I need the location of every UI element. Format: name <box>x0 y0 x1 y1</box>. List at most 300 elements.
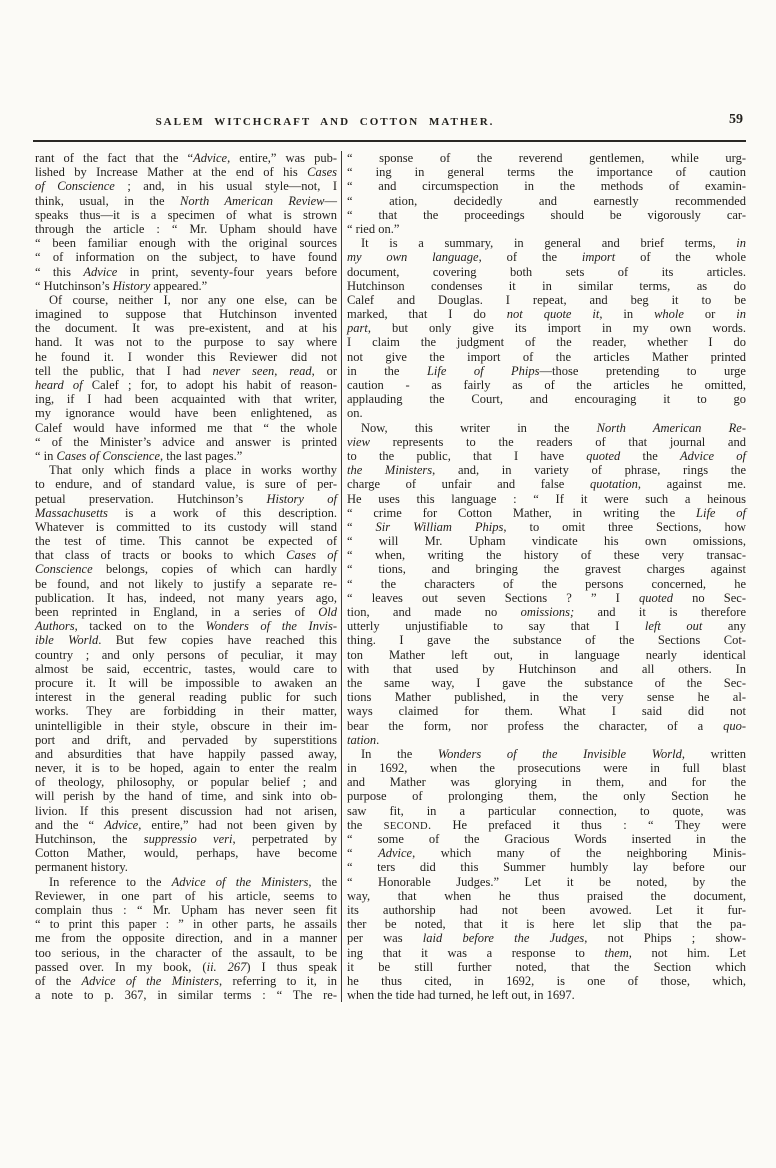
body-text: imagined to suppose that Hutchinson invented <box>35 307 337 322</box>
text-line <box>347 477 746 491</box>
body-text: tions Mather published, in the very sense he al- <box>347 690 746 705</box>
body-text: , perpetrated by <box>232 832 337 846</box>
italic-text: Life of Phips <box>426 363 540 378</box>
text-line <box>35 435 337 449</box>
header-rule <box>33 140 746 142</box>
body-text: rant of the fact that the “ <box>35 151 194 165</box>
text-line <box>35 789 337 803</box>
body-text: he thus cited, in 1692, is one of those, which, <box>347 973 746 988</box>
text-line <box>347 662 746 676</box>
italic-text: North American Re- <box>596 420 746 435</box>
text-line <box>35 818 337 832</box>
italic-text: tation <box>347 732 377 747</box>
italic-text: ible World <box>35 633 99 648</box>
body-text: in print, seventy-four years before <box>117 264 337 279</box>
body-text: not give the import of the articles Mather printed <box>347 349 746 364</box>
body-text: never, it is to be hoped, again to enter the realm <box>35 761 337 776</box>
text-line <box>35 350 337 364</box>
text-line <box>347 463 746 477</box>
text-line <box>347 421 746 435</box>
body-text: “ been familiar enough with the original sources <box>35 236 337 251</box>
body-text: marked, that I do <box>347 307 507 322</box>
text-line <box>347 562 746 576</box>
italic-text: Old <box>318 605 337 619</box>
text-line <box>347 733 746 747</box>
text-line <box>35 548 337 562</box>
text-line <box>35 804 337 818</box>
body-text: “ <box>347 519 376 534</box>
text-line <box>347 605 746 619</box>
text-line <box>35 392 337 406</box>
body-text: “ and circumspection in the methods of examin- <box>347 179 746 194</box>
body-text: “ when, writing the history of these very transac- <box>347 548 746 563</box>
text-line <box>347 804 746 818</box>
text-line <box>35 236 337 250</box>
body-text: charge of unfair and false <box>347 477 590 492</box>
body-text: the document. It was pre-existent, and at his <box>35 321 337 336</box>
italic-text: import <box>581 250 616 265</box>
italic-text: of Conscience <box>35 179 115 194</box>
body-text: — <box>324 193 337 208</box>
text-line <box>347 350 746 364</box>
body-text: “ ation, decidedly and earnestly recommended <box>347 193 746 208</box>
italic-text: Advice <box>104 817 139 832</box>
text-line <box>347 236 746 250</box>
body-text: to the public, that I have <box>347 448 587 463</box>
body-text: permanent history. <box>35 860 128 875</box>
italic-text: in <box>736 236 746 251</box>
body-text: In reference to the <box>49 874 172 889</box>
text-line <box>347 917 746 931</box>
text-line <box>347 633 746 647</box>
text-line <box>35 520 337 534</box>
text-line <box>347 321 746 335</box>
body-text: procure it. It will be impossible to awaken an <box>35 675 337 690</box>
body-text: works. They are forbidding in their matter, <box>35 704 337 719</box>
italic-text: part <box>347 321 368 336</box>
italic-text: Sir William Phips <box>375 519 504 534</box>
italic-text: my own language <box>347 250 479 265</box>
text-line <box>35 492 337 506</box>
body-text: be found, and not likely to justify a separate re- <box>35 576 337 591</box>
italic-text: Advice <box>193 151 228 165</box>
body-text: appeared.” <box>150 278 208 293</box>
body-text: been reprinted in England, in a series of <box>35 605 319 619</box>
body-text: he found it. I wonder this Reviewer did not <box>35 349 337 364</box>
text-line <box>35 619 337 633</box>
body-text: , and, in variety of phrase, rings the <box>432 463 746 478</box>
italic-text: not quote it <box>506 307 600 322</box>
body-text: ways claimed for them. What I said did not <box>347 704 746 719</box>
italic-text: laid before the Judges <box>422 931 585 946</box>
body-text: , but only give its import in my own words. <box>367 321 746 336</box>
text-line <box>347 591 746 605</box>
text-line <box>35 265 337 279</box>
body-text: Calef would have informed me that “ the whole <box>35 420 337 435</box>
body-text: “ crime for Cotton Mather, in writing the <box>347 505 697 520</box>
body-text: , written <box>681 746 746 761</box>
text-line <box>35 179 337 193</box>
text-line <box>347 548 746 562</box>
body-text: its authorship had not been avowed. Let it fur- <box>347 902 746 917</box>
body-text: me from the opposite direction, and in a manner <box>35 931 337 946</box>
text-line <box>347 846 746 860</box>
body-text: will perish by the hand of time, and sink into ob- <box>35 789 337 804</box>
body-text: That only which finds a place in works worthy <box>49 463 337 478</box>
text-line <box>347 889 746 903</box>
text-line <box>347 222 746 236</box>
body-text: in 1692, when the prosecutions were in full blast <box>347 761 746 776</box>
italic-text: Authors <box>35 619 75 634</box>
text-line <box>35 151 337 165</box>
text-line <box>347 392 746 406</box>
text-line <box>35 931 337 945</box>
italic-text: suppressio veri <box>143 832 233 846</box>
text-line <box>35 676 337 690</box>
italic-text: read <box>289 363 312 378</box>
body-text: Of course, neither I, nor any one else, can be <box>49 292 337 307</box>
body-text: and the “ <box>35 817 105 832</box>
text-line <box>347 875 746 889</box>
body-text: Now, this writer in the <box>361 420 597 435</box>
body-text: petual preservation. Hutchinson’s <box>35 491 267 506</box>
text-line <box>35 591 337 605</box>
text-line <box>347 818 746 832</box>
body-text: on. <box>347 406 363 421</box>
italic-text: quotation <box>589 477 638 492</box>
italic-text: History of <box>266 491 337 506</box>
text-line <box>35 889 337 903</box>
text-columns <box>35 151 746 1002</box>
body-text: , against me. <box>637 477 746 492</box>
body-text: “ Hutchinson’s <box>35 278 113 293</box>
body-text: applauding the Court, and encouraging it to go <box>347 392 746 407</box>
left-column <box>35 151 337 1002</box>
body-text: bear the form, nor profess the character, of a <box>347 718 724 733</box>
body-text: represents to the readers of that journal and <box>369 434 746 449</box>
body-text: to endure, and of standard value, is sure of per- <box>35 477 337 492</box>
body-text: that class of tracts or books to which <box>35 548 287 563</box>
text-line <box>347 449 746 463</box>
body-text: “ sponse of the reverend gentlemen, while urg- <box>347 151 746 165</box>
body-text: belongs, copies of which can hardly <box>92 562 337 577</box>
text-line <box>347 946 746 960</box>
body-text: In the <box>361 746 438 761</box>
italic-text: History <box>112 278 151 293</box>
body-text: it be still further noted, that the Section which <box>347 959 746 974</box>
body-text: , the <box>308 874 337 889</box>
body-text: the same way, I gave the substance of the Sec- <box>347 675 746 690</box>
body-text: “ leaves out seven Sections ? ” I <box>347 590 639 605</box>
body-text: He uses this language : “ If it were such a heinous <box>347 491 746 506</box>
text-line <box>347 307 746 321</box>
text-line <box>347 151 746 165</box>
text-line <box>347 577 746 591</box>
text-line <box>347 960 746 974</box>
body-text: , entire,” was pub- <box>227 151 338 165</box>
body-text: lished by Increase Mather at the end of his <box>35 165 308 180</box>
body-text: and Mather was glorying in them, and for the <box>347 775 746 790</box>
body-text: ; and, in his usual style—not, I <box>114 179 337 194</box>
body-text: , <box>274 363 290 378</box>
body-text: the <box>347 817 384 832</box>
italic-text: Massachusetts <box>35 505 108 520</box>
text-line <box>35 364 337 378</box>
body-text: way, that when he thus praised the document, <box>347 888 746 903</box>
text-line <box>35 832 337 846</box>
italic-text: North American Review <box>180 193 325 208</box>
body-text: of the <box>35 973 82 988</box>
body-text: passed over. In my book, ( <box>35 959 207 974</box>
body-text: the test of time. This cannot be expected of <box>35 534 337 549</box>
text-line <box>347 179 746 193</box>
text-line <box>347 619 746 633</box>
text-line <box>347 974 746 988</box>
italic-text: Advice of the Ministers <box>81 973 219 988</box>
body-text: any <box>702 619 746 634</box>
body-text: It is a summary, in general and brief terms, <box>361 236 737 251</box>
body-text: publication. It has, indeed, not many years ago, <box>35 590 337 605</box>
body-text: thing. I gave the substance of the Sections Cot- <box>347 633 746 648</box>
text-line <box>35 378 337 392</box>
running-title: SALEM WITCHCRAFT AND COTTON MATHER. <box>155 116 495 128</box>
body-text: “ of information on the subject, to have found <box>35 250 337 265</box>
text-line <box>35 293 337 307</box>
body-text: when the tide had turned, he left out, in 1697. <box>347 988 575 1003</box>
body-text: “ some of the Gracious Words inserted in the <box>347 832 746 846</box>
body-text: saw fit, in a particular connection, to quote, was <box>347 803 746 818</box>
body-text: in the <box>347 363 427 378</box>
body-text: , or <box>311 363 338 378</box>
body-text: , entire,” had not been given by <box>138 817 337 832</box>
body-text: complain thus : “ Mr. Upham has never seen fit <box>35 902 337 917</box>
text-line <box>35 208 337 222</box>
italic-text: in <box>736 307 746 322</box>
body-text: Hutchinson condenses it in similar terms, as do <box>347 278 746 293</box>
body-text: ing, if I had been acquainted with that writer, <box>35 392 337 407</box>
body-text: , of the <box>478 250 582 265</box>
italic-text: quoted <box>586 448 621 463</box>
body-text: almost be said, eccentric, tastes, would care to <box>35 661 337 676</box>
body-text: Cotton Mather, would, perhaps, have become <box>35 846 337 861</box>
italic-text: left out <box>644 619 703 634</box>
italic-text: the Ministers <box>347 463 433 478</box>
body-text: , not him. Let <box>628 945 746 960</box>
text-line <box>35 733 337 747</box>
text-line <box>347 860 746 874</box>
text-line <box>35 648 337 662</box>
text-line <box>347 676 746 690</box>
body-text: , the last pages.” <box>160 448 243 463</box>
text-line <box>347 194 746 208</box>
italic-text: Life of <box>696 505 747 520</box>
italic-text: Cases <box>307 165 337 180</box>
text-line <box>347 335 746 349</box>
body-text: I claim the judgment of the reader, whether I do <box>347 335 746 350</box>
body-text: through the article : “ Mr. Upham should have <box>35 221 337 236</box>
text-line <box>347 265 746 279</box>
body-text: document, covering both sets of its articles. <box>347 264 746 279</box>
body-text: “ that the proceedings should be vigorously car- <box>347 207 746 222</box>
body-text: with that used by Hutchinson and all others. In <box>347 661 746 676</box>
small-caps-text: SECOND <box>383 820 429 832</box>
body-text: Calef ; for, to adopt his habit of reason- <box>82 378 337 392</box>
body-text: speaks thus—it is a specimen of what is strown <box>35 207 337 222</box>
body-text: livion. If this present discussion had not arisen, <box>35 803 337 818</box>
italic-text: quoted <box>638 590 673 605</box>
text-line <box>347 789 746 803</box>
text-line <box>347 364 746 378</box>
body-text: —those pretending to urge <box>539 363 746 378</box>
body-text: tell the public, that I had <box>35 363 213 378</box>
italic-text: Conscience <box>35 562 93 577</box>
italic-text: Cases of Conscience <box>56 448 160 463</box>
text-line <box>347 761 746 775</box>
italic-text: Advice <box>378 846 413 861</box>
body-text: utterly unjustifiable to say that I <box>347 619 645 634</box>
body-text: . He prefaced it thus : “ They were <box>428 817 747 832</box>
text-line <box>347 690 746 704</box>
body-text: “ ried on.” <box>347 221 400 236</box>
text-line <box>35 165 337 179</box>
body-text: “ Honorable Judges.” Let it be noted, by the <box>347 874 746 889</box>
italic-text: quo- <box>723 718 746 733</box>
body-text: a note to p. 367, in similar terms : “ The re- <box>35 988 337 1003</box>
italic-text: ii. 267 <box>206 959 247 974</box>
body-text: “ will Mr. Upham vindicate his own omissions, <box>347 534 746 549</box>
text-line <box>35 860 337 874</box>
text-line <box>35 917 337 931</box>
body-text: “ tions, and bringing the gravest charges against <box>347 562 746 577</box>
body-text: and absurdities that have happily passed away, <box>35 746 337 761</box>
body-text: hand. It was not to the purpose to say where <box>35 335 337 350</box>
text-line <box>347 520 746 534</box>
text-line <box>347 775 746 789</box>
body-text: Hutchinson, the <box>35 832 144 846</box>
text-line <box>35 406 337 420</box>
text-line <box>35 662 337 676</box>
text-line <box>347 988 746 1002</box>
body-text: “ <box>347 846 379 861</box>
body-text: interest in the general reading public for such <box>35 690 337 705</box>
text-line <box>35 775 337 789</box>
text-line <box>35 761 337 775</box>
italic-text: heard of <box>35 378 83 392</box>
text-line <box>35 690 337 704</box>
body-text: ther be noted, that it is here let slip that the pa- <box>347 917 746 932</box>
text-line <box>35 250 337 264</box>
body-text: my ignorance would have been enlightened, as <box>35 406 337 421</box>
text-line <box>35 506 337 520</box>
italic-text: omissions; <box>520 605 575 619</box>
text-line <box>35 194 337 208</box>
body-text: , which many of the neighboring Minis- <box>412 846 746 861</box>
body-text: Reviewer, in one part of his article, seems to <box>35 888 337 903</box>
text-line <box>35 846 337 860</box>
body-text: “ in <box>35 448 57 463</box>
body-text: . <box>376 732 380 747</box>
text-line <box>35 605 337 619</box>
text-line <box>347 747 746 761</box>
text-line <box>347 648 746 662</box>
text-line <box>347 903 746 917</box>
body-text: Calef and Douglas. I repeat, and beg it to be <box>347 292 746 307</box>
italic-text: whole <box>654 307 684 322</box>
body-text: of theology, philosophy, or popular belief ; and <box>35 775 337 790</box>
text-line <box>35 875 337 889</box>
text-line <box>35 747 337 761</box>
body-text: of the whole <box>615 250 746 265</box>
text-line <box>35 946 337 960</box>
italic-text: Advice of the Ministers <box>171 874 309 889</box>
text-line <box>347 435 746 449</box>
text-line <box>347 704 746 718</box>
body-text: ton Mather left out, in language nearly identical <box>347 647 746 662</box>
italic-text: view <box>347 434 370 449</box>
body-text: “ this <box>35 264 84 279</box>
text-line <box>35 421 337 435</box>
body-text: Whatever is committed to its custody will stand <box>35 519 337 534</box>
body-text: per was <box>347 931 423 946</box>
text-line <box>35 960 337 974</box>
body-text: ing that it was a response to <box>347 945 605 960</box>
text-line <box>35 903 337 917</box>
body-text: is a work of this description. <box>107 505 337 520</box>
text-line <box>35 321 337 335</box>
italic-text: Cases of <box>286 548 338 563</box>
text-line <box>35 477 337 491</box>
italic-text: Wonders of the Invisible World <box>437 746 682 761</box>
italic-text: Wonders of the Invis- <box>205 619 337 634</box>
text-line <box>35 633 337 647</box>
text-line <box>35 534 337 548</box>
body-text: “ to print this paper : ” in other parts, he assails <box>35 917 337 932</box>
italic-text: them <box>604 945 629 960</box>
body-text: think, usual, in the <box>35 193 181 208</box>
text-line <box>347 506 746 520</box>
body-text: country ; and only persons of peculiar, it may <box>35 647 337 662</box>
text-line <box>347 250 746 264</box>
body-text: and it is therefore <box>574 605 746 619</box>
body-text: caution - as fairly as of the articles he omitted, <box>347 378 746 392</box>
text-line <box>347 293 746 307</box>
text-line <box>35 577 337 591</box>
text-line <box>347 378 746 392</box>
text-line <box>35 719 337 733</box>
text-line <box>35 222 337 236</box>
body-text: , tacked on to the <box>74 619 206 634</box>
text-line <box>35 307 337 321</box>
body-text: tion, and made no <box>347 605 521 619</box>
body-text: , in <box>599 307 655 322</box>
text-line <box>347 279 746 293</box>
body-text: port and drift, and pervaded by superstitions <box>35 732 337 747</box>
text-line <box>347 931 746 945</box>
body-text: . But few copies have reached this <box>98 633 337 648</box>
italic-text: Advice of <box>680 448 746 463</box>
body-text: “ ing in general terms the importance of caution <box>347 165 746 180</box>
column-divider-rule <box>341 151 342 1002</box>
body-text: , not Phips ; show- <box>584 931 746 946</box>
text-line <box>347 832 746 846</box>
text-line <box>35 988 337 1002</box>
body-text: ) I thus speak <box>246 959 337 974</box>
text-line <box>35 279 337 293</box>
text-line <box>347 492 746 506</box>
text-line <box>35 562 337 576</box>
text-line <box>347 534 746 548</box>
text-line <box>35 463 337 477</box>
